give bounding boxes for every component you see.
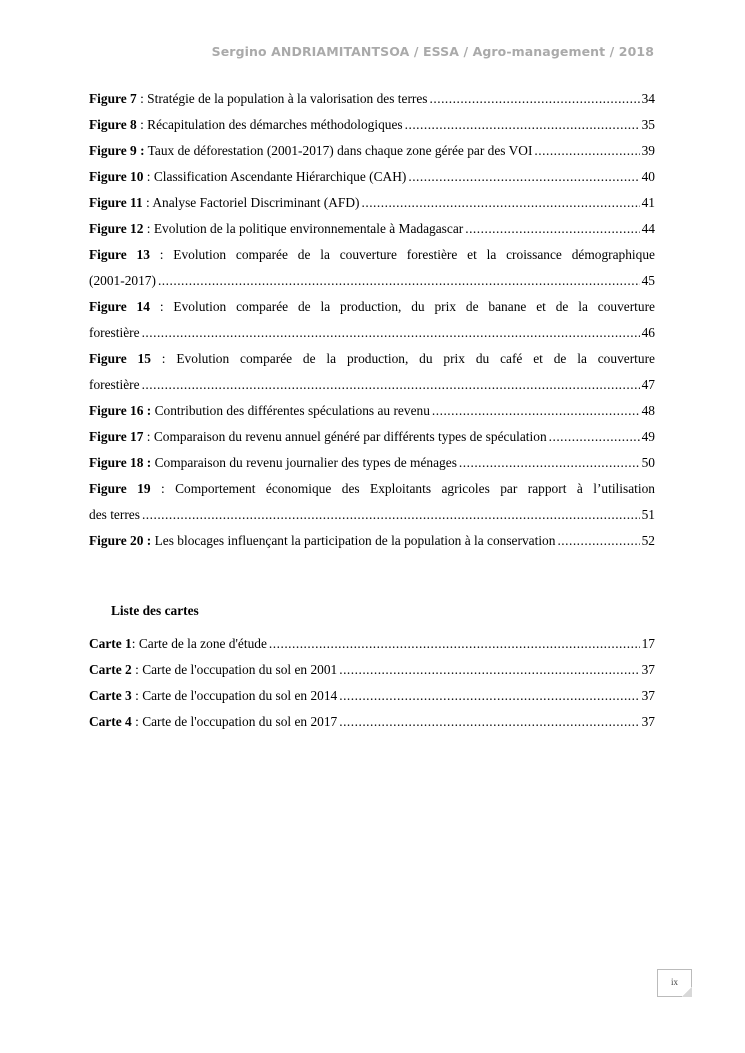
carte-text [89,683,337,709]
dot-leader [339,683,639,709]
dot-leader [465,216,639,242]
dot-leader [142,502,640,528]
figure-label: Figure 19 [89,481,151,496]
dot-leader [339,709,639,735]
figure-title-continuation: forestière [89,377,140,392]
figure-label: Figure 13 [89,247,150,262]
figure-separator: : [149,299,174,314]
carte-title: Carte de la zone d'étude [138,636,267,651]
figure-title-continuation: (2001-2017) [89,273,156,288]
figure-title: Comparaison du revenu annuel généré par différents types de spéculation [153,429,547,444]
dot-leader [362,190,640,216]
figure-entry-continuation [89,372,655,398]
carte-entry-line [89,709,655,735]
carte-list [89,631,655,735]
carte-entry [89,683,655,709]
carte-entry [89,657,655,683]
figure-entry-line [89,528,655,554]
dot-leader [557,528,639,554]
figure-entry [89,398,655,424]
figure-label: Figure 10 [89,169,144,184]
carte-entry-line [89,631,655,657]
carte-page-number: 17 [641,636,655,651]
figure-entry [89,190,655,216]
dot-leader [534,138,639,164]
figure-entry-continuation [89,268,655,294]
figure-label: Figure 18 : [89,455,152,470]
figure-entry [89,164,655,190]
figure-page-number: 34 [641,91,655,106]
carte-page-number: 37 [641,688,655,703]
figure-entry [89,86,655,112]
figure-entry-first-line [89,476,655,502]
figure-text [89,138,532,164]
figure-title: Taux de déforestation (2001-2017) dans chaque zone gérée par des VOI [147,143,533,158]
dot-leader [142,372,640,398]
figure-entry-first-line [89,346,655,372]
dot-leader [549,424,640,450]
carte-label: Carte 4 [89,714,132,729]
carte-label: Carte 3 [89,688,132,703]
dot-leader [432,398,640,424]
carte-separator: : [131,662,143,677]
carte-title: Carte de l'occupation du sol en 2014 [142,688,338,703]
dot-leader [408,164,639,190]
figure-title: Comparaison du revenu journalier des types de ménages [154,455,457,470]
figure-page-number: 47 [641,377,655,392]
dot-leader [158,268,640,294]
carte-page-number: 37 [641,714,655,729]
figure-page-number: 46 [641,325,655,340]
figure-entry [89,242,655,294]
figure-page-number: 45 [641,273,655,288]
carte-text [89,709,337,735]
figure-text [89,112,403,138]
figure-separator: : [136,91,148,106]
figure-separator: : [143,169,154,184]
figure-entry [89,528,655,554]
figure-entry-continuation [89,502,655,528]
page-number: ix [657,969,692,997]
dot-leader [339,657,639,683]
figure-entry-line [89,164,655,190]
figure-label: Figure 17 [89,429,144,444]
figure-entry-line [89,398,655,424]
figure-page-number: 48 [641,403,655,418]
carte-separator: : [131,714,143,729]
figure-list [89,86,655,554]
figure-separator: : [150,481,176,496]
figure-page-number: 35 [641,117,655,132]
figure-entry-line [89,86,655,112]
figure-entry [89,450,655,476]
figure-entry-line [89,450,655,476]
figure-separator: : [143,429,154,444]
figure-text [89,528,555,554]
running-header: Sergino ANDRIAMITANTSOA / ESSA / Agro-management / 2018 [211,44,654,59]
figure-title: Contribution des différentes spéculations au revenu [154,403,430,418]
figure-title: Evolution comparée de la production, du prix du café et de la couverture [176,351,655,366]
figure-page-number: 41 [641,195,655,210]
figure-text [89,398,430,424]
carte-separator: : [131,688,143,703]
figure-text [89,216,463,242]
figure-entry-first-line [89,294,655,320]
carte-label: Carte 1 [89,636,132,651]
figure-title: Comportement économique des Exploitants agricoles par rapport à l’utilisation [175,481,655,496]
carte-title: Carte de l'occupation du sol en 2001 [142,662,338,677]
figure-page-number: 39 [641,143,655,158]
dot-leader [405,112,640,138]
carte-entry-line [89,657,655,683]
figure-separator: : [149,247,174,262]
figure-text [89,86,428,112]
carte-entry-line [89,683,655,709]
figure-entry-line [89,216,655,242]
figure-page-number: 51 [641,507,655,522]
figure-label: Figure 9 : [89,143,145,158]
figure-title: Evolution de la politique environnementale à Madagascar [153,221,464,236]
figure-entry [89,294,655,346]
figure-text [89,190,360,216]
figure-label: Figure 16 : [89,403,152,418]
figure-separator: : [150,351,177,366]
figure-separator: : [143,221,154,236]
figure-label: Figure 7 [89,91,137,106]
figure-entry [89,216,655,242]
figure-entry-line [89,190,655,216]
figure-title-continuation: forestière [89,325,140,340]
carte-title: Carte de l'occupation du sol en 2017 [142,714,338,729]
table-of-figures [89,86,655,735]
figure-page-number: 52 [641,533,655,548]
dot-leader [142,320,640,346]
figure-entry [89,424,655,450]
figure-entry [89,112,655,138]
figure-title: Les blocages influençant la participation de la population à la conservation [154,533,556,548]
figure-title: Evolution comparée de la production, du prix de banane et de la couverture [173,299,655,314]
figure-label: Figure 15 [89,351,151,366]
figure-page-number: 40 [641,169,655,184]
carte-entry [89,709,655,735]
dot-leader [269,631,640,657]
figure-text [89,424,547,450]
carte-label: Carte 2 [89,662,132,677]
figure-title: Stratégie de la population à la valorisation des terres [147,91,428,106]
carte-text [89,657,337,683]
figure-entry [89,476,655,528]
cartes-section-title: Liste des cartes [111,603,199,618]
figure-entry-line [89,424,655,450]
dot-leader [430,86,640,112]
figure-entry-line [89,138,655,164]
figure-page-number: 49 [641,429,655,444]
figure-entry-first-line [89,242,655,268]
figure-entry-continuation [89,320,655,346]
figure-label: Figure 20 : [89,533,152,548]
figure-title: Récapitulation des démarches méthodologiques [147,117,403,132]
figure-separator: : [136,117,148,132]
carte-page-number: 37 [641,662,655,677]
figure-title-continuation: des terres [89,507,140,522]
figure-title: Evolution comparée de la couverture forestière et la croissance démographique [173,247,655,262]
figure-text [89,450,457,476]
figure-entry [89,346,655,398]
figure-label: Figure 12 [89,221,144,236]
carte-separator: : [131,636,139,651]
figure-page-number: 50 [641,455,655,470]
figure-entry-line [89,112,655,138]
carte-entry [89,631,655,657]
figure-separator: : [142,195,153,210]
figure-label: Figure 14 [89,299,150,314]
figure-title: Classification Ascendante Hiérarchique (CAH) [153,169,407,184]
figure-title: Analyse Factoriel Discriminant (AFD) [152,195,360,210]
figure-label: Figure 11 [89,195,143,210]
dot-leader [459,450,640,476]
carte-text [89,631,267,657]
figure-label: Figure 8 [89,117,137,132]
figure-entry [89,138,655,164]
figure-text [89,164,406,190]
figure-page-number: 44 [641,221,655,236]
